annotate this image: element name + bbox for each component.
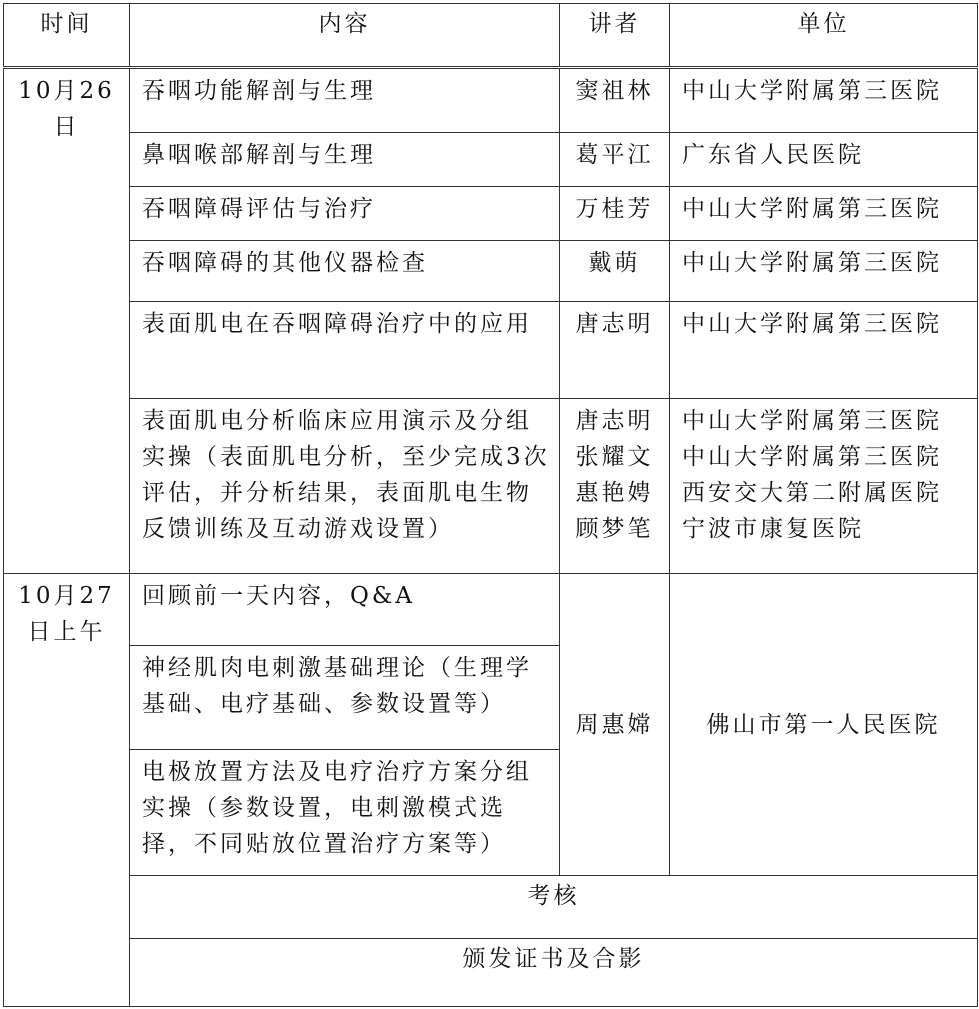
table-row bbox=[4, 939, 978, 1007]
session-content: 吞咽障碍的其他仪器检查 bbox=[130, 241, 560, 302]
speaker-name: 顾梦笔 bbox=[575, 516, 654, 542]
speaker-name: 惠艳娉 bbox=[575, 480, 654, 506]
table-row bbox=[4, 187, 978, 241]
session-speaker: 窦祖林 bbox=[560, 68, 670, 133]
table-row bbox=[4, 133, 978, 187]
session-content: 表面肌电在吞咽障碍治疗中的应用 bbox=[130, 302, 560, 399]
session-unit: 中山大学附属第三医院 bbox=[670, 241, 978, 302]
day1-time-line1: 10月26 bbox=[18, 78, 115, 104]
session-speaker: 葛平江 bbox=[560, 133, 670, 187]
session-speaker: 唐志明 bbox=[560, 302, 670, 399]
schedule-table bbox=[3, 3, 978, 1007]
session-speaker: 万桂芳 bbox=[560, 187, 670, 241]
table-row bbox=[4, 399, 978, 574]
header-unit: 单位 bbox=[670, 4, 978, 68]
session-unit: 中山大学附属第三医院 bbox=[670, 68, 978, 133]
day1-time-cell bbox=[4, 68, 130, 574]
exam-cell: 考核 bbox=[130, 876, 978, 939]
table-row bbox=[4, 68, 978, 133]
certificate-cell: 颁发证书及合影 bbox=[130, 939, 978, 1007]
session-content: 神经肌肉电刺激基础理论（生理学基础、电疗基础、参数设置等） bbox=[130, 646, 560, 750]
unit-name: 中山大学附属第三医院 bbox=[682, 408, 942, 434]
session-content: 电极放置方法及电疗治疗方案分组实操（参数设置，电刺激模式选择，不同贴放位置治疗方案等） bbox=[130, 750, 560, 876]
group-practice-content: 表面肌电分析临床应用演示及分组实操（表面肌电分析，至少完成3次评估，并分析结果，表面肌电生物反馈训练及互动游戏设置） bbox=[130, 399, 560, 574]
header-row bbox=[4, 4, 978, 68]
session-unit: 中山大学附属第三医院 bbox=[670, 302, 978, 399]
header-time: 时间 bbox=[4, 4, 130, 68]
session-content: 吞咽障碍评估与治疗 bbox=[130, 187, 560, 241]
session-unit: 中山大学附属第三医院 bbox=[670, 187, 978, 241]
header-content: 内容 bbox=[130, 4, 560, 68]
day2-time-line2: 日上午 bbox=[27, 619, 106, 645]
table-row bbox=[4, 302, 978, 399]
unit-name: 宁波市康复医院 bbox=[682, 516, 864, 542]
session-unit: 广东省人民医院 bbox=[670, 133, 978, 187]
speaker-name: 唐志明 bbox=[575, 408, 654, 434]
unit-name: 西安交大第二附属医院 bbox=[682, 480, 942, 506]
table-row bbox=[4, 876, 978, 939]
day2-unit: 佛山市第一人民医院 bbox=[670, 574, 978, 876]
header-speaker: 讲者 bbox=[560, 4, 670, 68]
session-content: 吞咽功能解剖与生理 bbox=[130, 68, 560, 133]
table-row bbox=[4, 574, 978, 646]
day2-time-line1: 10月27 bbox=[18, 583, 115, 609]
session-speaker: 戴萌 bbox=[560, 241, 670, 302]
speaker-name: 张耀文 bbox=[575, 444, 654, 470]
group-practice-speakers bbox=[560, 399, 670, 574]
unit-name: 中山大学附属第三医院 bbox=[682, 444, 942, 470]
session-content: 回顾前一天内容，Q&A bbox=[130, 574, 560, 646]
day2-speaker: 周惠嫦 bbox=[560, 574, 670, 876]
table-row bbox=[4, 241, 978, 302]
session-content: 鼻咽喉部解剖与生理 bbox=[130, 133, 560, 187]
day1-time-line2: 日 bbox=[53, 114, 80, 140]
group-practice-units bbox=[670, 399, 978, 574]
day2-time-cell bbox=[4, 574, 130, 1007]
